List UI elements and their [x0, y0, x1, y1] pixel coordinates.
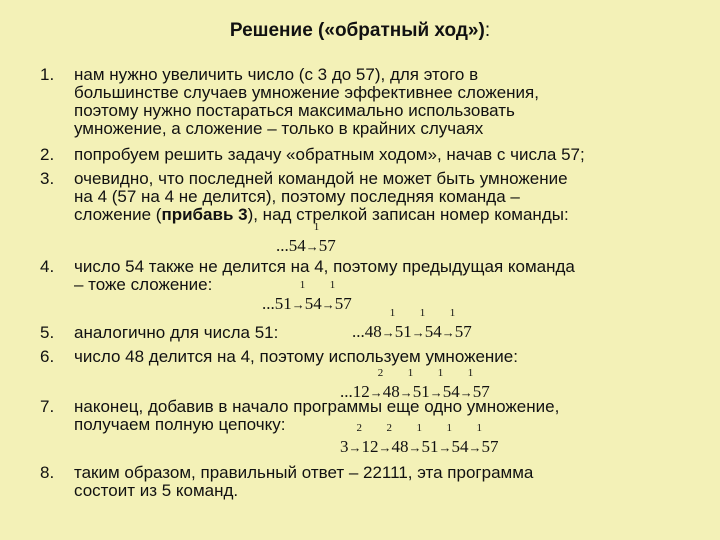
- chain-step: [305, 221, 320, 257]
- chain-step: [348, 422, 362, 458]
- chain-number: 54: [304, 294, 322, 313]
- arrow-icon: →: [429, 385, 443, 400]
- list-text: [74, 146, 714, 164]
- command-number-label: 1: [313, 221, 320, 233]
- list-number: 1.: [40, 65, 55, 84]
- chain-number: 54: [451, 437, 469, 456]
- command-number-label: 2: [377, 367, 384, 379]
- chain-number: 51: [394, 322, 412, 341]
- list-text: [74, 258, 714, 294]
- command-number-label: 2: [386, 422, 392, 434]
- chain-number: 57: [472, 382, 490, 401]
- arrow-icon: →: [399, 385, 413, 400]
- arrow-icon: →: [459, 385, 473, 400]
- arrow-icon: →: [411, 325, 425, 340]
- list-text: [74, 464, 714, 500]
- command-number-label: 1: [419, 307, 426, 319]
- chain-number: 57: [481, 437, 499, 456]
- command-number-label: 1: [329, 279, 336, 291]
- chain-step: [411, 307, 426, 343]
- list-number: 5.: [40, 323, 55, 342]
- list-text: [74, 348, 714, 366]
- list-number: 3.: [40, 169, 55, 188]
- command-number-label: 1: [467, 367, 474, 379]
- arrow-icon: →: [348, 440, 362, 455]
- chain-number: ...48: [352, 322, 382, 341]
- list-number: 7.: [40, 397, 55, 416]
- chain-number: 57: [318, 236, 336, 255]
- chain-number: 54: [424, 322, 442, 341]
- chain-step: [378, 422, 392, 458]
- chain-step: [441, 307, 456, 343]
- list-text: [74, 170, 714, 224]
- arrow-icon: →: [441, 325, 455, 340]
- command-number-label: 1: [389, 307, 396, 319]
- list-number: 2.: [40, 145, 55, 164]
- command-bold: прибавь 3: [161, 205, 248, 224]
- text-line: наконец, добавив в начало программы еще одно умножение,: [74, 397, 560, 416]
- chain-number: 48: [391, 437, 409, 456]
- list-number: 4.: [40, 257, 55, 276]
- arrow-icon: →: [291, 297, 305, 312]
- text-before-bold: сложение (: [74, 205, 162, 224]
- chain-number: ...54: [276, 236, 306, 255]
- text-line: попробуем решить задачу «обратным ходом», начав с числа 57;: [74, 145, 585, 164]
- text-line: число 48 делится на 4, поэтому используем умножение:: [74, 347, 518, 366]
- chain-number: 3: [340, 437, 349, 456]
- arrow-icon: →: [468, 440, 482, 455]
- text-line: на 4 (57 на 4 не делится), поэтому последняя команда –: [74, 187, 520, 206]
- chain-1: [276, 221, 336, 257]
- arrow-icon: →: [305, 239, 319, 254]
- text-line: [74, 206, 714, 224]
- command-number-label: 1: [476, 422, 482, 434]
- text-line: состоит из 5 команд.: [74, 481, 239, 500]
- list-text: [74, 66, 714, 138]
- text-line: таким образом, правильный ответ – 22111, эта программа: [74, 463, 534, 482]
- chain-number: ...12: [340, 382, 370, 401]
- command-number-label: 1: [407, 367, 414, 379]
- chain-number: 57: [334, 294, 352, 313]
- chain-number: 57: [454, 322, 472, 341]
- chain-step: [321, 279, 336, 315]
- command-number-label: 1: [446, 422, 452, 434]
- list-text: [74, 398, 714, 434]
- command-number-label: 1: [416, 422, 422, 434]
- command-number-label: 1: [299, 279, 306, 291]
- chain-number: 54: [442, 382, 460, 401]
- command-number-label: 1: [437, 367, 444, 379]
- text-line: умножение, а сложение – только в крайних случаях: [74, 119, 484, 138]
- text-after-bold: ), над стрелкой записан номер команды:: [247, 205, 569, 224]
- chain-5: [340, 422, 499, 458]
- text-line: поэтому нужно постараться максимально использовать: [74, 101, 515, 120]
- chain-step: [438, 422, 452, 458]
- chain-step: [408, 422, 422, 458]
- chain-number: ...51: [262, 294, 292, 313]
- arrow-icon: →: [321, 297, 335, 312]
- arrow-icon: →: [378, 440, 392, 455]
- chain-step: [468, 422, 482, 458]
- text-line: число 54 также не делится на 4, поэтому предыдущая команда: [74, 257, 575, 276]
- chain-3: [352, 307, 472, 343]
- text-line: нам нужно увеличить число (с 3 до 57), для этого в: [74, 65, 479, 84]
- list-number: 6.: [40, 347, 55, 366]
- arrow-icon: →: [369, 385, 383, 400]
- text-line: – тоже сложение:: [74, 275, 213, 294]
- text-line: очевидно, что последней командой не может быть умножение: [74, 169, 568, 188]
- command-number-label: 1: [449, 307, 456, 319]
- list-number: 8.: [40, 463, 55, 482]
- chain-number: 12: [361, 437, 379, 456]
- text-line: аналогично для числа 51:: [74, 323, 279, 342]
- chain-step: [381, 307, 396, 343]
- arrow-icon: →: [438, 440, 452, 455]
- chain-number: 51: [421, 437, 439, 456]
- chain-number: 48: [382, 382, 400, 401]
- chain-2: [262, 279, 352, 315]
- command-number-label: 2: [356, 422, 362, 434]
- text-line: получаем полную цепочку:: [74, 415, 286, 434]
- title-text: Решение («обратный ход»): [229, 20, 485, 41]
- page-title: [0, 20, 720, 42]
- arrow-icon: →: [381, 325, 395, 340]
- chain-number: 51: [412, 382, 430, 401]
- text-line: большинстве случаев умножение эффективнее сложения,: [74, 83, 539, 102]
- title-colon: :: [484, 20, 491, 41]
- arrow-icon: →: [408, 440, 422, 455]
- chain-step: [291, 279, 306, 315]
